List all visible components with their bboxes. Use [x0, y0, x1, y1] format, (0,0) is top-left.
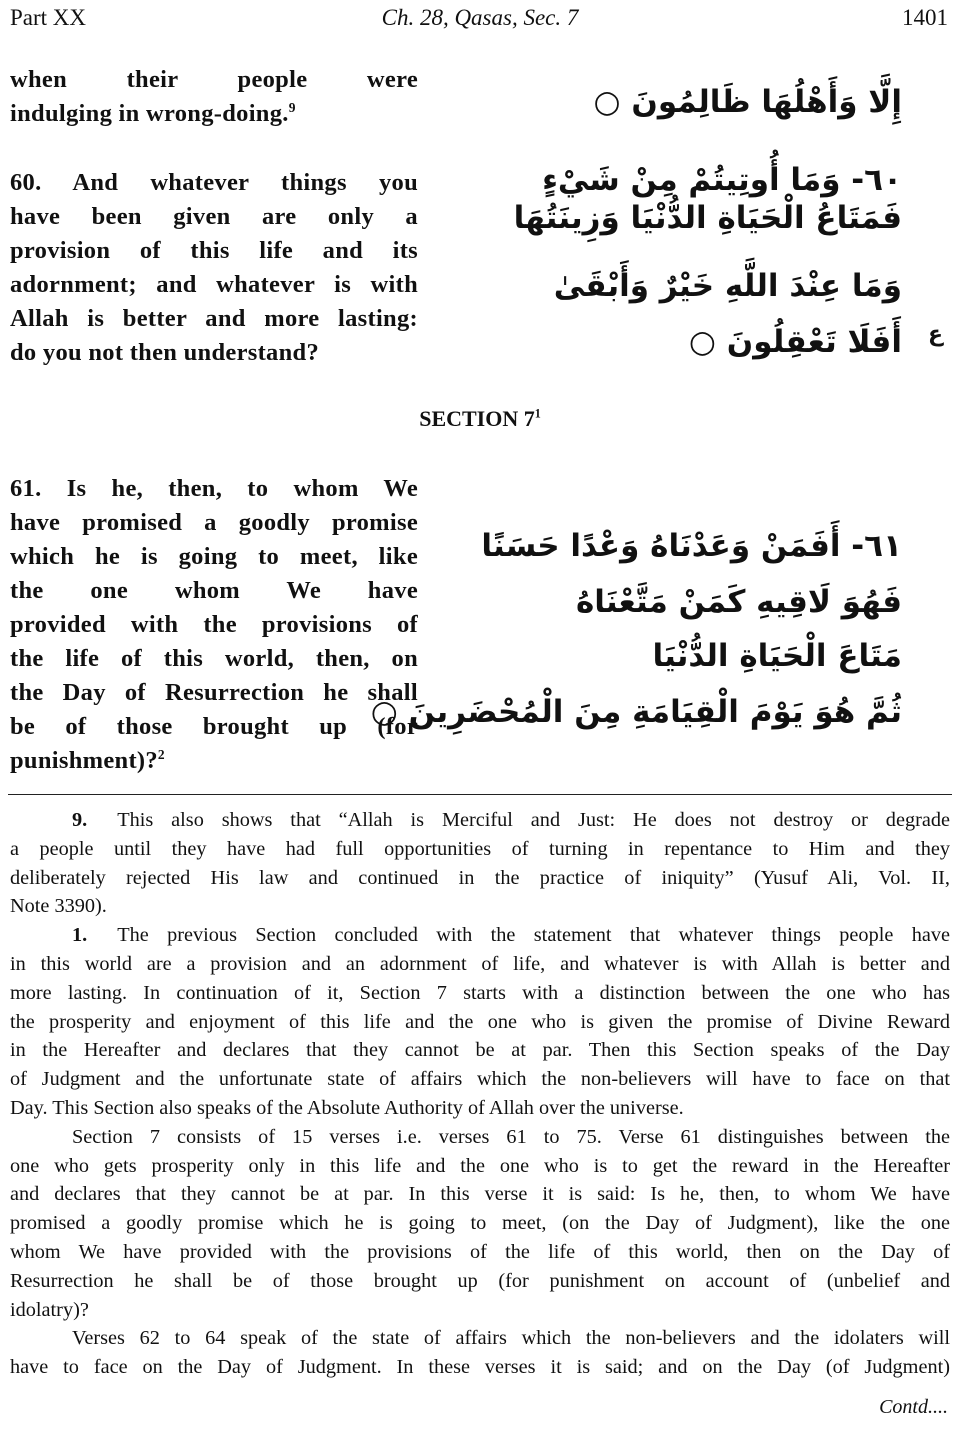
footnote-line: idolatry)? [10, 1298, 89, 1321]
footnote-line: in the Hereafter and declares that they cannot be at par. Then this Section speaks of the Day [10, 1039, 950, 1062]
chapter-heading: Ch. 28, Qasas, Sec. 7 [381, 5, 579, 30]
text-line: adornment; and whatever is with [10, 271, 418, 298]
footnote-line: whom We have provided with the provisions of the life of this world, then on the Day of [10, 1240, 950, 1263]
footnote-divider [8, 794, 952, 795]
verse-61-english [10, 472, 418, 778]
footnote-line: one who gets prosperity only in this life and the one who is to get the reward in the Hereafter [10, 1154, 950, 1177]
text-line: have promised a goodly promise [10, 509, 418, 536]
text-line: which he is going to meet, like [10, 543, 418, 570]
verse-61-arabic-line: ثُمَّ هُوَ يَوْمَ الْقِيَامَةِ مِنَ الْمُحْضَرِينَ ○ [370, 694, 902, 730]
text-line: the Day of Resurrection he shall [10, 679, 418, 706]
text-line: 60. And whatever things you [10, 169, 418, 196]
footnote-ref: 9 [288, 99, 296, 115]
verse-60-arabic-line: ٦٠- وَمَا أُوتِيتُمْ مِنْ شَيْءٍ [542, 162, 902, 198]
footnote-line: Day. This Section also speaks of the Absolute Authority of Allah over the universe. [10, 1096, 684, 1119]
footnote-line: deliberately rejected His law and continued in the practice of iniquity” (Yusuf Ali, Vol. II, [10, 866, 950, 889]
text-line: do you not then understand? [10, 339, 319, 366]
verse-61-arabic-line: فَهُوَ لَاقِيهِ كَمَنْ مَتَّعْنَاهُ [575, 584, 902, 620]
verse-61-arabic-line: مَتَاعَ الْحَيَاةِ الدُّنْيَا [652, 638, 902, 674]
text-line: provided with the provisions of [10, 611, 418, 638]
text-line: the life of this world, then, on [10, 645, 418, 672]
ruku-margin-mark: ع [928, 322, 944, 347]
verse-60-arabic-line: وَمَا عِنْدَ اللَّهِ خَيْرٌ وَأَبْقَىٰ [553, 268, 902, 304]
text-line: the one whom We have [10, 577, 418, 604]
text-line: Allah is better and more lasting: [10, 305, 418, 332]
text-line: indulging in wrong-doing.$^9$ [10, 99, 296, 127]
text-line: punishment)?$^2$ [10, 746, 165, 774]
footnote-line: have to face on the Day of Judgment. In these verses it is said; and on the Day (of Judgment) [10, 1356, 950, 1379]
verse-60-arabic-line: فَمَتَاعُ الْحَيَاةِ الدُّنْيَا وَزِينَتُهَا [513, 200, 902, 236]
footnote-line: Section 7 consists of 15 verses i.e. verses 61 to 75. Verse 61 distinguishes between the [72, 1125, 950, 1148]
footnote-line: 1. The previous Section concluded with the statement that whatever things people have [72, 924, 950, 947]
text-line: provision of this life and its [10, 237, 418, 264]
footnote-line: a people until they have had full opportunities of turning in repentance to Him and they [10, 837, 950, 860]
page-number: 1401 [902, 5, 948, 30]
text-line: 61. Is he, then, to whom We [10, 475, 418, 502]
text-line: have been given are only a [10, 203, 418, 230]
part-label: Part XX [10, 5, 87, 30]
footnote-ref: 2 [157, 746, 165, 762]
footnote-number: 9. [72, 809, 88, 831]
footnote-line: in this world are a provision and an adornment of life, and whatever is with Allah is better and [10, 952, 950, 975]
footnote-line: of Judgment and the unfortunate state of affairs which the non-believers will have to face on that [10, 1068, 950, 1091]
footnote-line: the prosperity and enjoyment of this life and the one who is given the promise of Divine Reward [10, 1010, 950, 1033]
footnote-line: and declares that they cannot be at par. In this verse it is said: Is he, then, to whom We have [10, 1183, 950, 1206]
footnote-ref: 1 [534, 406, 541, 421]
footnote-line: more lasting. In continuation of it, Section 7 starts with a distinction between the one who has [10, 981, 950, 1004]
section-heading: SECTION $7^1$ [419, 406, 541, 431]
footnotes [10, 806, 950, 1382]
verse-59-arabic: إِلَّا وَأَهْلُهَا ظَالِمُونَ ○ [593, 84, 902, 120]
footnote-line: promised a goodly promise which he is going to meet, (on the Day of Judgment), like the one [10, 1212, 950, 1235]
text-line: when their people were [10, 66, 418, 93]
verse-60-english [10, 166, 418, 370]
footnote-line: Resurrection he shall be of those brought up (for punishment on account of (unbelief and [10, 1269, 950, 1292]
footnote-line: Verses 62 to 64 speak of the state of affairs which the non-believers and the idolaters will [72, 1327, 950, 1350]
footnote-line: 9. This also shows that “Allah is Merciful and Just: He does not destroy or degrade [72, 809, 950, 831]
footnote-line: Note 3390). [10, 895, 107, 918]
verse-59-english [10, 63, 418, 131]
verse-60-arabic-line: أَفَلَا تَعْقِلُونَ ○ [688, 324, 902, 360]
text-line: be of those brought up (for [10, 713, 418, 740]
footnote-number: 1. [72, 924, 88, 947]
verse-61-arabic-line: ٦١- أَفَمَنْ وَعَدْنَاهُ وَعْدًا حَسَنًا [481, 528, 902, 564]
continued-label: Contd.... [879, 1396, 948, 1418]
